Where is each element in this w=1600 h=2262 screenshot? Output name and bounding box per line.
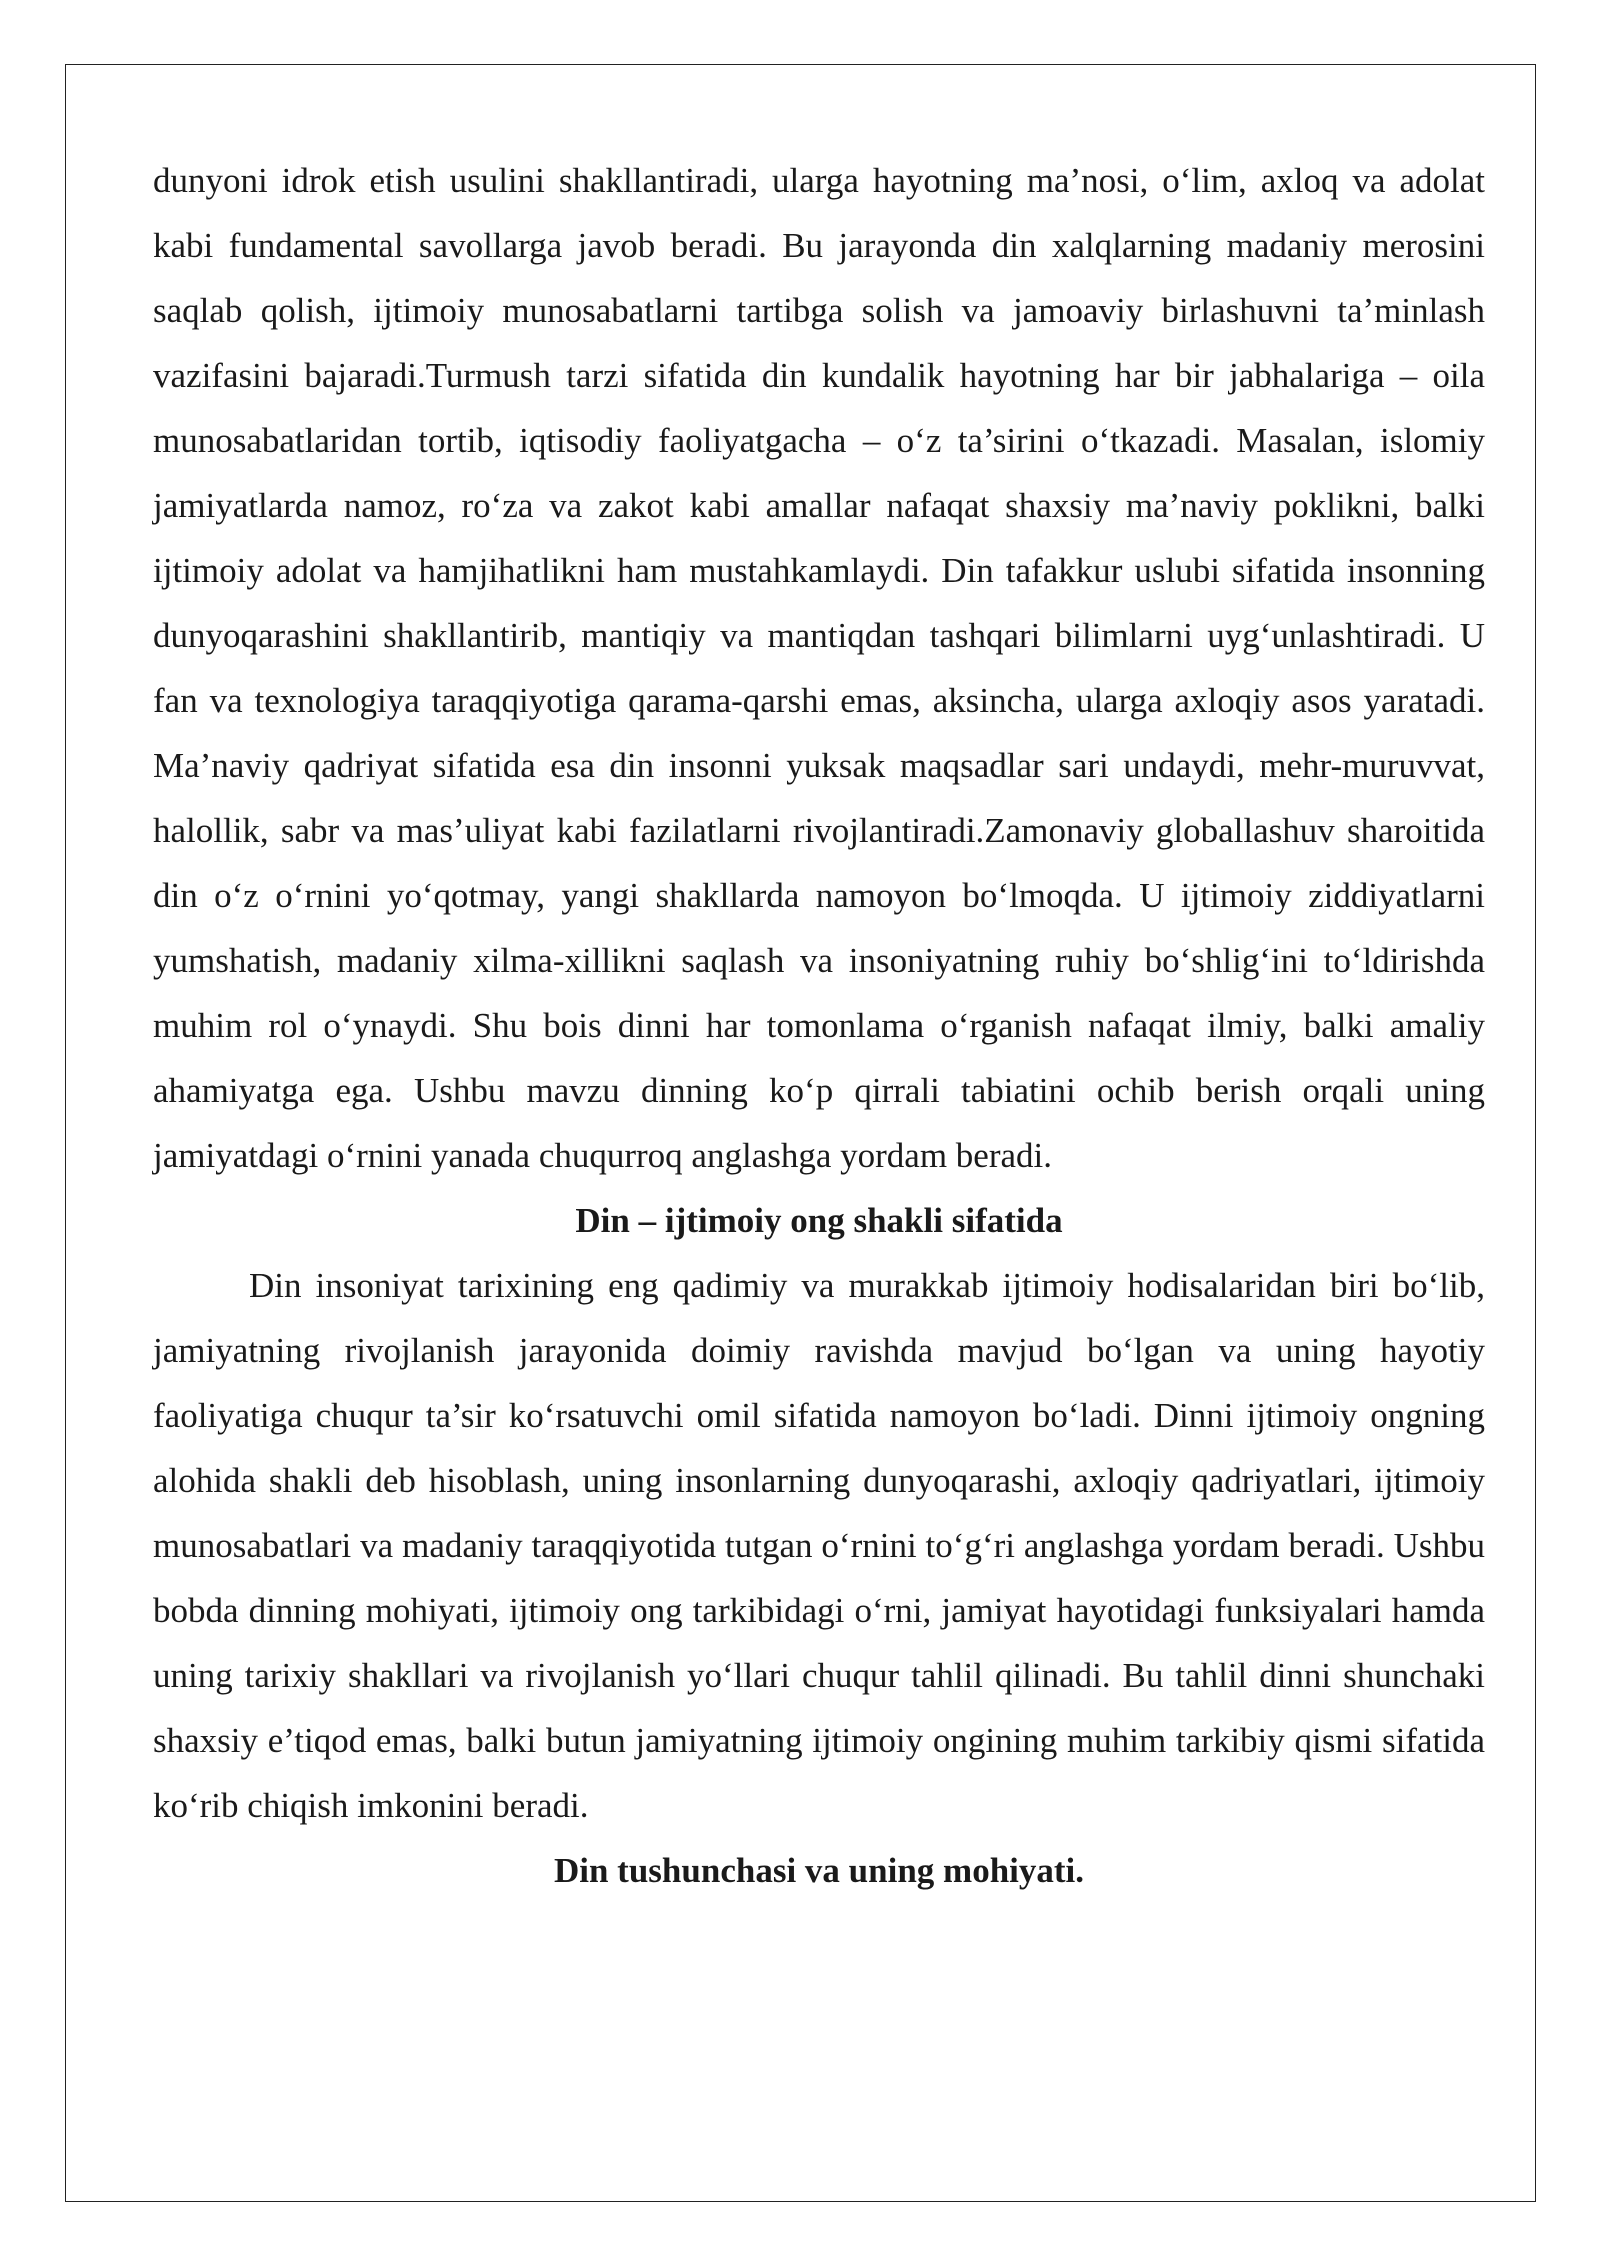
document-body	[153, 148, 1485, 1903]
section-heading: Din – ijtimoiy ong shakli sifatida	[575, 1201, 1063, 1240]
body-paragraph: Din insoniyat tarixining eng qadimiy va murakkab ijtimoiy hodisalaridan biri bo‘lib, jamiyatning rivojlanish jarayonida doimiy ravishda mavjud bo‘lgan va uning hayotiy faoliyatiga chuqur ta’sir ko‘rsatuvchi omil sifatida namoyon bo‘ladi. Dinni ijtimoiy ongning alohida shakli deb hisoblash, uning insonlarning dunyoqarashi, axloqiy qadriyatlari, ijtimoiy munosabatlari va madaniy taraqqiyotida tutgan o‘rnini to‘g‘ri anglashga yordam beradi. Ushbu bobda dinning mohiyati, ijtimoiy ong tarkibidagi o‘rni, jamiyat hayotidagi funksiyalari hamda uning tarixiy shakllari va rivojlanish yo‘llari chuqur tahlil qilinadi. Bu tahlil dinni shunchaki shaxsiy e’tiqod emas, balki butun jamiyatning ijtimoiy ongining muhim tarkibiy qismi sifatida ko‘rib chiqish imkonini beradi.	[153, 1266, 1485, 1825]
subsection-heading: Din tushunchasi va uning mohiyati.	[553, 1851, 1085, 1890]
body-paragraph: dunyoni idrok etish usulini shakllantiradi, ularga hayotning ma’nosi, o‘lim, axloq va adolat kabi fundamental savollarga javob beradi. Bu jarayonda din xalqlarning madaniy merosini saqlab qolish, ijtimoiy munosabatlarni tartibga solish va jamoaviy birlashuvni ta’minlash vazifasini bajaradi.Turmush tarzi sifatida din kundalik hayotning har bir jabhalariga – oila munosabatlaridan tortib, iqtisodiy faoliyatgacha – o‘z ta’sirini o‘tkazadi. Masalan, islomiy jamiyatlarda namoz, ro‘za va zakot kabi amallar nafaqat shaxsiy ma’naviy poklikni, balki ijtimoiy adolat va hamjihatlikni ham mustahkamlaydi. Din tafakkur uslubi sifatida insonning dunyoqarashini shakllantirib, mantiqiy va mantiqdan tashqari bilimlarni uyg‘unlashtiradi. U fan va texnologiya taraqqiyotiga qarama-qarshi emas, aksincha, ularga axloqiy asos yaratadi. Ma’naviy qadriyat sifatida esa din insonni yuksak maqsadlar sari undaydi, mehr-muruvvat, halollik, sabr va mas’uliyat kabi fazilatlarni rivojlantiradi.Zamonaviy globallashuv sharoitida din o‘z o‘rnini yo‘qotmay, yangi shakllarda namoyon bo‘lmoqda. U ijtimoiy ziddiyatlarni yumshatish, madaniy xilma-xillikni saqlash va insoniyatning ruhiy bo‘shlig‘ini to‘ldirishda muhim rol o‘ynaydi. Shu bois dinni har tomonlama o‘rganish nafaqat ilmiy, balki amaliy ahamiyatga ega. Ushbu mavzu dinning ko‘p qirrali tabiatini ochib berish orqali uning jamiyatdagi o‘rnini yanada chuqurroq anglashga yordam beradi.	[153, 161, 1485, 1175]
